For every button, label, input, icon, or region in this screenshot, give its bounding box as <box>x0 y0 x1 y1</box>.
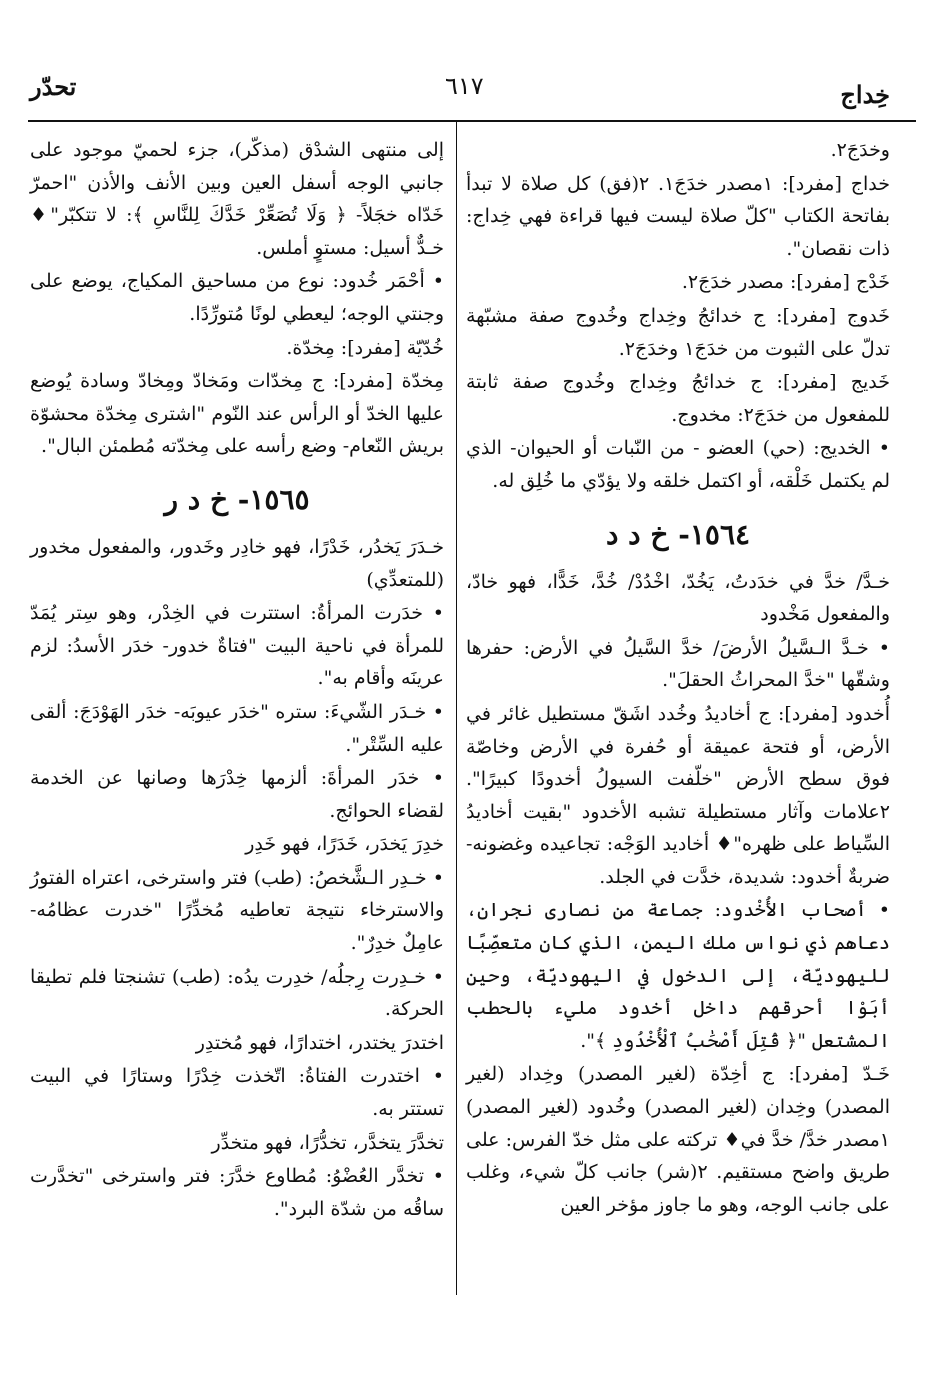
entry-paragraph: خُدّيّة [مفرد]: مِخدّة. <box>286 336 444 359</box>
entry-paragraph: • خدَرت المرأةُ: استترت في الخِدْر، وهو سِتر يُمَدّ للمرأة في ناحية البيت "فتاةٌ خدور- خدَر الأسدُ: لزم عرينَه وأقام به". <box>30 602 444 690</box>
entry-paragraph: • اختدرت الفتاةُ: اتّخذت خِدْرًا وستارًا في البيت تستتر به. <box>30 1065 444 1121</box>
entry-paragraph: مِخدّة [مفرد]: ج مِخدّات ومَخادّ ومِخادّ وسادة يُوضع عليها الخدّ أو الرأس عند النّوم "اشترى مِخدّة محشوّة بريش النّعام- وضع رأسه على مِخدّته مُطمئن البال". <box>30 370 444 458</box>
entry-paragraph: • خـدِر الـشَّخصُ: (طب) فتر واسترخى، اعتراه الفتورُ والاسترخاء نتيجة تعاطيه مُخدِّرًا "خدرت عظامُه- عامِلٌ خدِرٌ". <box>30 866 444 955</box>
entry-paragraph: تخدَّرَ يتخدَّر، تخدُّرًا، فهو متخدِّر <box>211 1131 444 1154</box>
entry-paragraph: خداج [مفرد]: ١مصدر خدَجَ١. ٢(فق) كل صلاة لا تبدأ بفاتحة الكتاب "كلّ صلاة ليست فيها قراءة فهي خِداج: ذات نقصان". <box>466 172 890 260</box>
entry-paragraph: خدِرَ يَخدَر، خَدَرًا، فهو خَدِر <box>245 833 444 856</box>
running-head <box>30 72 890 112</box>
entry-paragraph: خـدَّ/ خدَّ في خدَدتُ، يَخُدّ، اخْدُدْ/ خُدَّ، خَدًّا، فهو خادّ، والمفعول مَخْدود <box>466 570 890 626</box>
column-divider <box>456 120 457 1295</box>
page-number: ٦١٧ <box>445 72 484 100</box>
root-heading: ١٥٦٥- خ د ر <box>164 482 310 516</box>
entry-paragraph: إلى منتهى الشدْق (مذكّر)، جزء لحميّ موجود على جانبي الوجه أسفل العين وبين الأنف والأذن "احمرّ خَدّاه خجَلاً- ﴿ وَلَا تُصَعِّرْ خَدَّكَ لِلنَّاسِ ﴾: لا تتكبّر"♦ خـدٌّ أسيل: مستوٍ أملس. <box>30 139 444 259</box>
entry-paragraph: خَدوج [مفرد]: ج خدائجُ وخِداج وخُدوج صفة مشبّهة تدلّ على الثبوت من خدَجَ١ وخدَجَ٢. <box>466 304 890 360</box>
entry-paragraph: خَدْج [مفرد]: مصدر خدَجَ٢. <box>681 271 890 294</box>
entry-paragraph: خَديج [مفرد]: ج خدائجُ وخِداج وخُدوج صفة ثابتة للمفعول من خدَجَ٢: مخدوج. <box>466 371 890 426</box>
entry-paragraph: • خـدِرت رِجلُه/ خدِرت يدُه: (طب) تشنجتا فلم تطيقا الحركة. <box>30 965 444 1021</box>
entry-paragraph: • خدَر المرأةَ: ألزمها خِدْرَها وصانها عن الخدمة لقضاء الحوائج. <box>30 767 444 822</box>
running-head-last-word: تحدّر <box>30 72 77 101</box>
entry-paragraph: • خـدَر الشّيءَ: ستره "خدَر عيوبَه- خدَر الهَوْدَجَ: ألقى عليه السِّتْر". <box>30 700 444 756</box>
entry-paragraph: اختدرَ يختدر، اختدارًا، فهو مُختدِر <box>195 1031 444 1054</box>
entry-paragraph: • تخدَّر العُضْوُ: مُطاوع خدَّرَ: فتر واسترخى "تخدَّرت ساقُه من شدّة البرد". <box>30 1165 444 1220</box>
entry-paragraph: • الخديج: (حي) العضو - من النّبات أو الحيوان- الذي لم يكتمل خَلْقه، أو اكتمل خلقه ولا يؤدّي ما خُلِق له. <box>466 437 890 492</box>
root-heading: ١٥٦٤- خ د د <box>605 517 751 551</box>
entry-paragraph: • أصحاب الأُخْدود: جماعة من نصارى نجران، دعاهم ذي نواس ملك اليمن، الذي كان متعصِّبًا لليهوديّة، إلى الدخول في اليهوديّة، وحين أبَوْا أحرقهم داخل أخدود مليء بالحطب المشتعل "﴿ قُتِلَ أَصْحَٰبُ ٱلْأُخْدُودِ ﴾". <box>466 899 890 1052</box>
right-column <box>466 134 890 1222</box>
entry-paragraph: • أحْمَر خُدود: نوع من مساحيق المكياج، يوضع على وجنتي الوجه؛ ليعطي لونًا مُتورِّدًا. <box>30 270 444 325</box>
running-head-first-word: خِداج <box>840 80 890 109</box>
entry-paragraph: أُخدود [مفرد]: ج أخاديدُ وخُدد اشَقّ مستطيل غائر في الأرض، أو فتحة عميقة أو حُفرة في الأرض وخاصّة فوق سطح الأرض "خلّفت السيولُ أخدودًا كبيرًا". ٢علامات وآثار مستطيلة تشبه الأخدود "بقيت أخاديدُ السِّياط على ظهره"♦ أخاديد الوَجْه: تجاعيده وغضونه- ضربةٌ أخدود: شديدة، خدَّت في الجلد. <box>466 702 890 888</box>
entry-paragraph: خـدَرَ يَخدُر، خَدْرًا، فهو خادِر وخَدور، والمفعول مخدور (للمتعدِّي) <box>30 535 444 591</box>
entry-paragraph: وخدَجَ٢. <box>830 139 890 161</box>
entry-paragraph: خَـدّ [مفرد]: ج أخِدّة (لغير المصدر) وخِداد (لغير المصدر) وخِدان (لغير المصدر) وخُدود (لغير المصدر) ١مصدر خدَّ/ خدَّ في♦ تركته على مثل خدّ الفرس: على طريق واضح مستقيم. ٢(شر) جانب كلّ شيء، وغلب على جانب الوجه، وهو ما جاوز مؤخر العين <box>466 1063 890 1216</box>
left-column <box>30 134 444 1226</box>
header-rule <box>28 120 916 122</box>
entry-paragraph: • خـدَّ الـسَّيلُ الأرضَ/ خدَّ السَّيلُ في الأرض: حفرها وشقّها "خدَّ المحراثُ الحقلَ". <box>466 636 890 692</box>
